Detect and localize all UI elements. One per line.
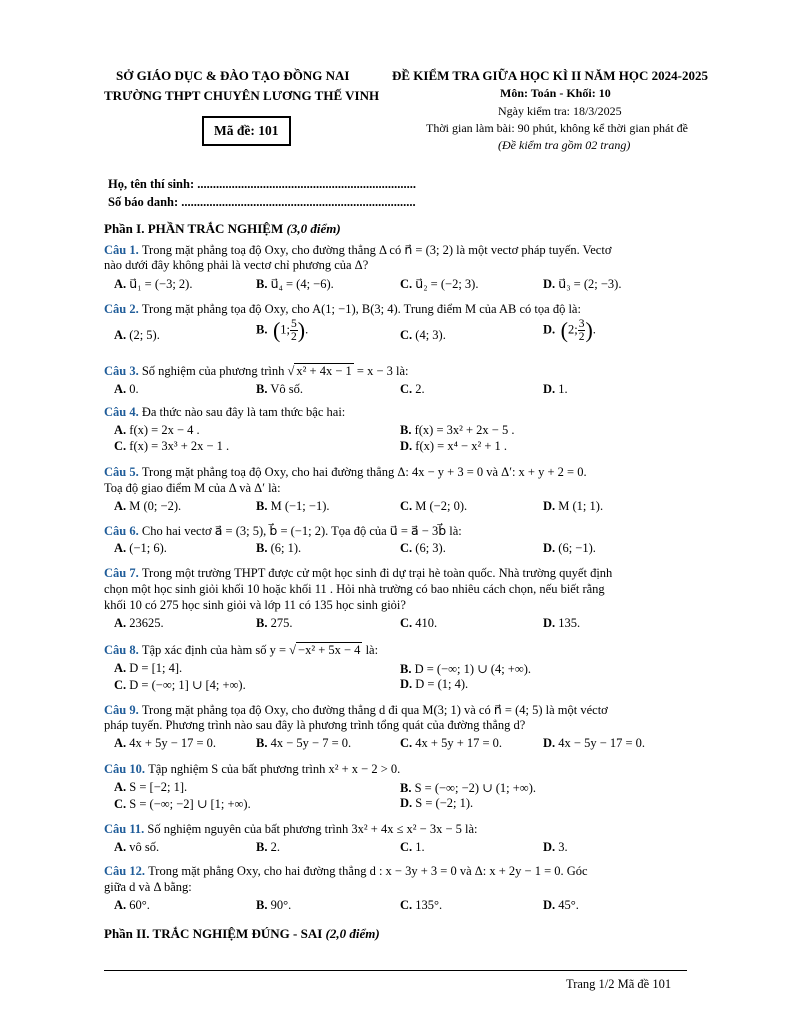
option-letter: B. <box>256 277 268 291</box>
question-4-option-D[interactable] <box>400 439 507 454</box>
question-9-option-D[interactable] <box>543 736 645 751</box>
part2-title-text: Phần II. TRẮC NGHIỆM ĐÚNG - SAI <box>104 926 323 941</box>
question-1-option-B[interactable] <box>256 276 334 292</box>
left-paren: ( <box>555 317 568 343</box>
option-text: S = (−2; 1). <box>412 796 474 810</box>
question-2-option-A[interactable] <box>114 328 160 343</box>
option-letter: D. <box>400 439 413 453</box>
option-text: S = (−∞; −2] ∪ [1; +∞). <box>126 797 251 811</box>
option-letter: C. <box>400 277 413 291</box>
option-letter: A. <box>114 780 127 794</box>
option-text: (−1; 6). <box>126 541 167 555</box>
question-11-option-C[interactable] <box>400 840 425 855</box>
question-6-text: Cho hai vectơ a⃗ = (3; 5), b⃗ = (−1; 2). Tọa độ của u⃗ = a⃗ − 3b⃗ là: <box>141 524 462 538</box>
option-letter: D. <box>400 677 413 691</box>
option-letter: C. <box>114 678 127 692</box>
question-9-line <box>104 718 525 733</box>
option-letter: B. <box>256 840 268 854</box>
right-paren: ) <box>585 317 593 343</box>
question-7-label: Câu 7. <box>104 566 142 580</box>
option-letter: D. <box>543 840 556 854</box>
option-letter: A. <box>114 423 127 437</box>
question-12-text: Trong mặt phẳng Oxy, cho hai đường thẳng d : x − 3y + 3 = 0 và Δ: x + 2y − 1 = 0. Góc <box>148 864 588 878</box>
option-letter: B. <box>256 382 268 396</box>
option-text: (2; 5). <box>126 328 160 342</box>
question-9-option-A[interactable] <box>114 736 216 751</box>
question-10-text: Tập nghiệm S của bất phương trình x² + x − 2 > 0. <box>148 762 401 776</box>
sqrt-icon: √ <box>287 364 295 378</box>
question-3-radicand: x² + 4x − 1 <box>296 364 352 378</box>
question-4-label: Câu 4. <box>104 405 142 419</box>
option-letter: B. <box>400 662 412 676</box>
question-12-option-B[interactable] <box>256 898 291 913</box>
option-letter: A. <box>114 898 127 912</box>
question-10-option-A[interactable] <box>114 780 187 795</box>
question-3-option-D[interactable] <box>543 382 568 397</box>
fraction-numerator: 5 <box>291 318 297 330</box>
option-letter: C. <box>400 616 413 630</box>
option-text: f(x) = 3x² + 2x − 5 . <box>411 423 515 437</box>
question-9-option-B[interactable] <box>256 736 351 751</box>
option-letter: D. <box>543 322 556 337</box>
pages-note: (Đề kiểm tra gồm 02 trang) <box>498 138 631 152</box>
option-letter: D. <box>543 736 556 750</box>
question-12-label: Câu 12. <box>104 864 149 878</box>
question-7-text: khối 10 có 275 học sinh giỏi và lớp 11 có 135 học sinh giỏi? <box>104 598 406 612</box>
question-1-text: Trong mặt phẳng toạ độ Oxy, cho đường thẳng Δ có n⃗ = (3; 2) là một vectơ pháp tuyến. Vectơ <box>141 243 612 257</box>
option-text: 4x + 5y + 17 = 0. <box>412 736 503 750</box>
option-text: 135°. <box>412 898 443 912</box>
question-6-line <box>104 523 462 539</box>
question-10-option-B[interactable] <box>400 780 536 796</box>
question-1-line <box>104 242 611 258</box>
option-text: 135. <box>555 616 581 630</box>
option-text: D = (−∞; 1) ∪ (4; +∞). <box>411 662 532 676</box>
question-3-option-C[interactable] <box>400 382 425 397</box>
question-10-label: Câu 10. <box>104 762 149 776</box>
question-8-label: Câu 8. <box>104 643 142 657</box>
option-text: (6; −1). <box>555 541 596 555</box>
footer-divider <box>104 970 687 971</box>
question-8-stem <box>104 643 378 658</box>
option-text: (6; 1). <box>267 541 302 555</box>
question-1-label: Câu 1. <box>104 243 142 257</box>
question-2-line <box>104 302 581 317</box>
question-4-option-B[interactable] <box>400 423 514 438</box>
question-7-option-C[interactable] <box>400 616 437 631</box>
option-letter: C. <box>400 328 413 342</box>
option-text: 0. <box>126 382 139 396</box>
option-text: u⃗₁ = (−3; 2). <box>126 277 193 291</box>
option-letter: A. <box>114 661 127 675</box>
option-text: u⃗₄ = (4; −6). <box>267 277 334 291</box>
part1-points: (3,0 điểm) <box>286 221 341 236</box>
option-text: 410. <box>412 616 438 630</box>
question-7-line <box>104 566 612 581</box>
department-name: SỞ GIÁO DỤC & ĐÀO TẠO ĐỒNG NAI <box>116 68 350 83</box>
option-letter: C. <box>114 797 127 811</box>
question-12-option-D[interactable] <box>543 898 579 913</box>
option-letter: B. <box>256 736 268 750</box>
question-9-label: Câu 9. <box>104 703 142 717</box>
part1-title <box>104 221 341 237</box>
option-letter: D. <box>543 382 556 396</box>
question-5-line <box>104 465 587 480</box>
option-end: . <box>592 322 596 337</box>
question-7-option-B[interactable] <box>256 616 292 631</box>
question-1-option-D[interactable] <box>543 276 621 292</box>
option-text: 3. <box>555 840 568 854</box>
question-9-line <box>104 702 608 718</box>
question-11-line <box>104 822 478 837</box>
question-6-option-D[interactable] <box>543 541 596 556</box>
fraction-denominator: 2 <box>578 331 585 343</box>
option-letter: A. <box>114 840 127 854</box>
question-7-text: Trong một trường THPT được cử một học sinh đi dự trại hè toàn quốc. Nhà trường quyết định <box>141 566 613 580</box>
question-5-text: Trong mặt phẳng toạ độ Oxy, cho hai đường thẳng Δ: 4x − y + 3 = 0 và Δ′: x + y + 2 = 0. <box>141 465 587 479</box>
option-text: vô số. <box>126 840 160 854</box>
question-7-text: chọn một học sinh giỏi khối 10 hoặc khối 11 . Hỏi nhà trường có bao nhiêu cách chọn, nếu biết rằng <box>104 582 605 596</box>
right-paren: ) <box>297 317 306 343</box>
student-name-line[interactable]: Họ, tên thí sinh: ...................................................................... <box>108 177 417 191</box>
question-3-option-A[interactable] <box>114 382 139 397</box>
question-9-text: Trong mặt phẳng tọa độ Oxy, cho đường thẳng d đi qua M(3; 1) và có n⃗ = (4; 5) là một véctơ <box>141 703 608 717</box>
option-text: 45°. <box>555 898 579 912</box>
option-letter: C. <box>400 382 413 396</box>
option-letter: D. <box>543 277 556 291</box>
fraction <box>290 318 298 343</box>
option-text: 4x + 5y − 17 = 0. <box>126 736 217 750</box>
option-letter: C. <box>400 499 413 513</box>
option-letter: C. <box>400 736 413 750</box>
question-3-stem <box>104 364 408 379</box>
page-footer: Trang 1/2 Mã đề 101 <box>566 977 672 991</box>
question-4-option-C[interactable] <box>114 439 229 454</box>
option-text: 275. <box>267 616 293 630</box>
question-3-label: Câu 3. <box>104 364 142 378</box>
question-5-option-B[interactable] <box>256 499 329 514</box>
option-letter: A. <box>114 328 127 342</box>
question-10-option-D[interactable] <box>400 796 473 811</box>
left-paren: ( <box>267 317 281 343</box>
option-letter: D. <box>543 541 556 555</box>
question-3-option-B[interactable] <box>256 382 303 397</box>
option-text: S = (−∞; −2) ∪ (1; +∞). <box>411 781 537 795</box>
question-11-option-B[interactable] <box>256 840 280 855</box>
question-3-text-end: = x − 3 là: <box>353 364 409 378</box>
fraction-prefix: 2; <box>567 322 578 337</box>
option-letter: A. <box>114 616 127 630</box>
question-8-radicand: −x² + 5x − 4 <box>298 643 361 657</box>
question-6-label: Câu 6. <box>104 524 142 538</box>
question-12-option-C[interactable] <box>400 898 442 913</box>
question-5-text: Toạ độ giao điểm M của Δ và Δ′ là: <box>104 481 281 495</box>
exam-subject: Môn: Toán - Khối: 10 <box>500 86 611 100</box>
question-12-option-A[interactable] <box>114 898 150 913</box>
option-text: M (0; −2). <box>126 499 182 513</box>
question-9-text: pháp tuyến. Phương trình nào sau đây là phương trình tổng quát của đường thẳng d? <box>104 718 526 732</box>
question-10-option-C[interactable] <box>114 796 251 812</box>
option-text: (4; 3). <box>412 328 446 342</box>
option-letter: A. <box>114 382 127 396</box>
option-letter: C. <box>400 840 413 854</box>
option-text: D = (1; 4). <box>412 677 469 691</box>
part2-title <box>104 926 380 942</box>
option-letter: B. <box>256 898 268 912</box>
question-5-line <box>104 481 281 496</box>
option-letter: B. <box>256 616 268 630</box>
option-text: 60°. <box>126 898 150 912</box>
question-5-option-D[interactable] <box>543 499 603 514</box>
option-text: 23625. <box>126 616 164 630</box>
exam-date: Ngày kiểm tra: 18/3/2025 <box>498 104 622 118</box>
question-8-text: Tập xác định của hàm số y = <box>141 643 290 657</box>
option-letter: D. <box>543 499 556 513</box>
question-12-line <box>104 864 588 879</box>
option-text: f(x) = 3x³ + 2x − 1 . <box>126 439 230 453</box>
question-1-line <box>104 258 368 273</box>
option-text: D = [1; 4]. <box>126 661 183 675</box>
question-2-option-D[interactable] <box>543 318 596 343</box>
option-text: 1. <box>412 840 425 854</box>
option-letter: C. <box>400 898 413 912</box>
option-letter: C. <box>114 439 127 453</box>
option-end: . <box>305 322 309 337</box>
question-8-option-C[interactable] <box>114 677 246 693</box>
fraction-denominator: 2 <box>291 331 297 343</box>
question-1-option-A[interactable] <box>114 276 192 292</box>
part1-title-text: Phần I. PHẦN TRẮC NGHIỆM <box>104 221 284 236</box>
question-8-option-A[interactable] <box>114 661 182 676</box>
option-text: M (−2; 0). <box>412 499 468 513</box>
question-11-label: Câu 11. <box>104 822 148 836</box>
question-7-line <box>104 598 406 613</box>
option-letter: D. <box>400 796 413 810</box>
option-letter: B. <box>256 541 268 555</box>
sqrt-icon: √ <box>289 643 297 657</box>
question-12-text: giữa d và Δ bằng: <box>104 880 192 894</box>
student-id-line[interactable]: Số báo danh: ........................................................................... <box>108 195 416 209</box>
option-text: f(x) = x⁴ − x² + 1 . <box>412 439 508 453</box>
option-letter: B. <box>256 499 268 513</box>
question-10-line <box>104 762 400 777</box>
question-8-text-end: là: <box>362 643 379 657</box>
option-text: (6; 3). <box>412 541 446 555</box>
exam-code-box: Mã đề: 101 <box>202 116 291 146</box>
option-letter: B. <box>400 423 412 437</box>
question-2-text: Trong mặt phẳng tọa độ Oxy, cho A(1; −1), B(3; 4). Trung điểm M của AB có tọa độ là: <box>141 302 581 316</box>
question-2-label: Câu 2. <box>104 302 142 316</box>
option-letter: A. <box>114 736 127 750</box>
question-7-option-D[interactable] <box>543 616 580 631</box>
question-5-label: Câu 5. <box>104 465 142 479</box>
question-2-option-C[interactable] <box>400 328 446 343</box>
option-letter: A. <box>114 499 127 513</box>
option-text: 2. <box>412 382 425 396</box>
fraction-prefix: 1; <box>280 322 291 337</box>
option-letter: D. <box>543 898 556 912</box>
option-letter: D. <box>543 616 556 630</box>
question-4-option-A[interactable] <box>114 423 200 438</box>
question-4-line <box>104 405 345 420</box>
part2-points: (2,0 điểm) <box>325 926 380 941</box>
option-letter: C. <box>400 541 413 555</box>
exam-title: ĐỀ KIỂM TRA GIỮA HỌC KÌ II NĂM HỌC 2024-2025 <box>392 68 708 83</box>
fraction-numerator: 3 <box>578 318 585 330</box>
question-8-option-B[interactable] <box>400 661 531 677</box>
option-letter: B. <box>400 781 412 795</box>
question-2-option-B[interactable] <box>256 318 308 343</box>
question-6-option-C[interactable] <box>400 541 446 556</box>
question-1-text: nào dưới đây không phải là vectơ chỉ phương của Δ? <box>104 258 369 272</box>
option-text: S = [−2; 1]. <box>126 780 188 794</box>
option-text: D = (−∞; 1] ∪ [4; +∞). <box>126 678 246 692</box>
question-5-option-A[interactable] <box>114 499 181 514</box>
option-text: u⃗₃ = (2; −3). <box>555 277 622 291</box>
question-11-option-D[interactable] <box>543 840 568 855</box>
question-7-line <box>104 582 605 597</box>
question-11-option-A[interactable] <box>114 840 159 855</box>
option-text: f(x) = 2x − 4 . <box>126 423 200 437</box>
question-4-text: Đa thức nào sau đây là tam thức bậc hai: <box>141 405 346 419</box>
option-text: M (−1; −1). <box>267 499 330 513</box>
option-text: u⃗₂ = (−2; 3). <box>412 277 479 291</box>
option-text: M (1; 1). <box>555 499 604 513</box>
option-letter: B. <box>256 322 268 337</box>
question-8-option-D[interactable] <box>400 677 468 692</box>
question-6-option-A[interactable] <box>114 541 167 556</box>
option-text: 2. <box>267 840 280 854</box>
option-letter: A. <box>114 277 127 291</box>
question-7-option-A[interactable] <box>114 616 164 631</box>
question-6-option-B[interactable] <box>256 541 301 556</box>
option-text: 1. <box>555 382 568 396</box>
option-text: 4x − 5y − 7 = 0. <box>267 736 352 750</box>
option-text: Vô số. <box>267 382 304 396</box>
option-text: 4x − 5y − 17 = 0. <box>555 736 646 750</box>
school-name: TRƯỜNG THPT CHUYÊN LƯƠNG THẾ VINH <box>104 88 380 103</box>
option-text: 90°. <box>267 898 292 912</box>
question-9-option-C[interactable] <box>400 736 502 751</box>
question-3-text: Số nghiệm của phương trình <box>141 364 288 378</box>
question-11-text: Số nghiệm nguyên của bất phương trình 3x² + 4x ≤ x² − 3x − 5 là: <box>147 822 478 836</box>
exam-duration: Thời gian làm bài: 90 phút, không kể thời gian phát đề <box>426 121 688 135</box>
option-letter: A. <box>114 541 127 555</box>
question-1-option-C[interactable] <box>400 276 478 292</box>
question-5-option-C[interactable] <box>400 499 467 514</box>
question-12-line <box>104 880 192 895</box>
